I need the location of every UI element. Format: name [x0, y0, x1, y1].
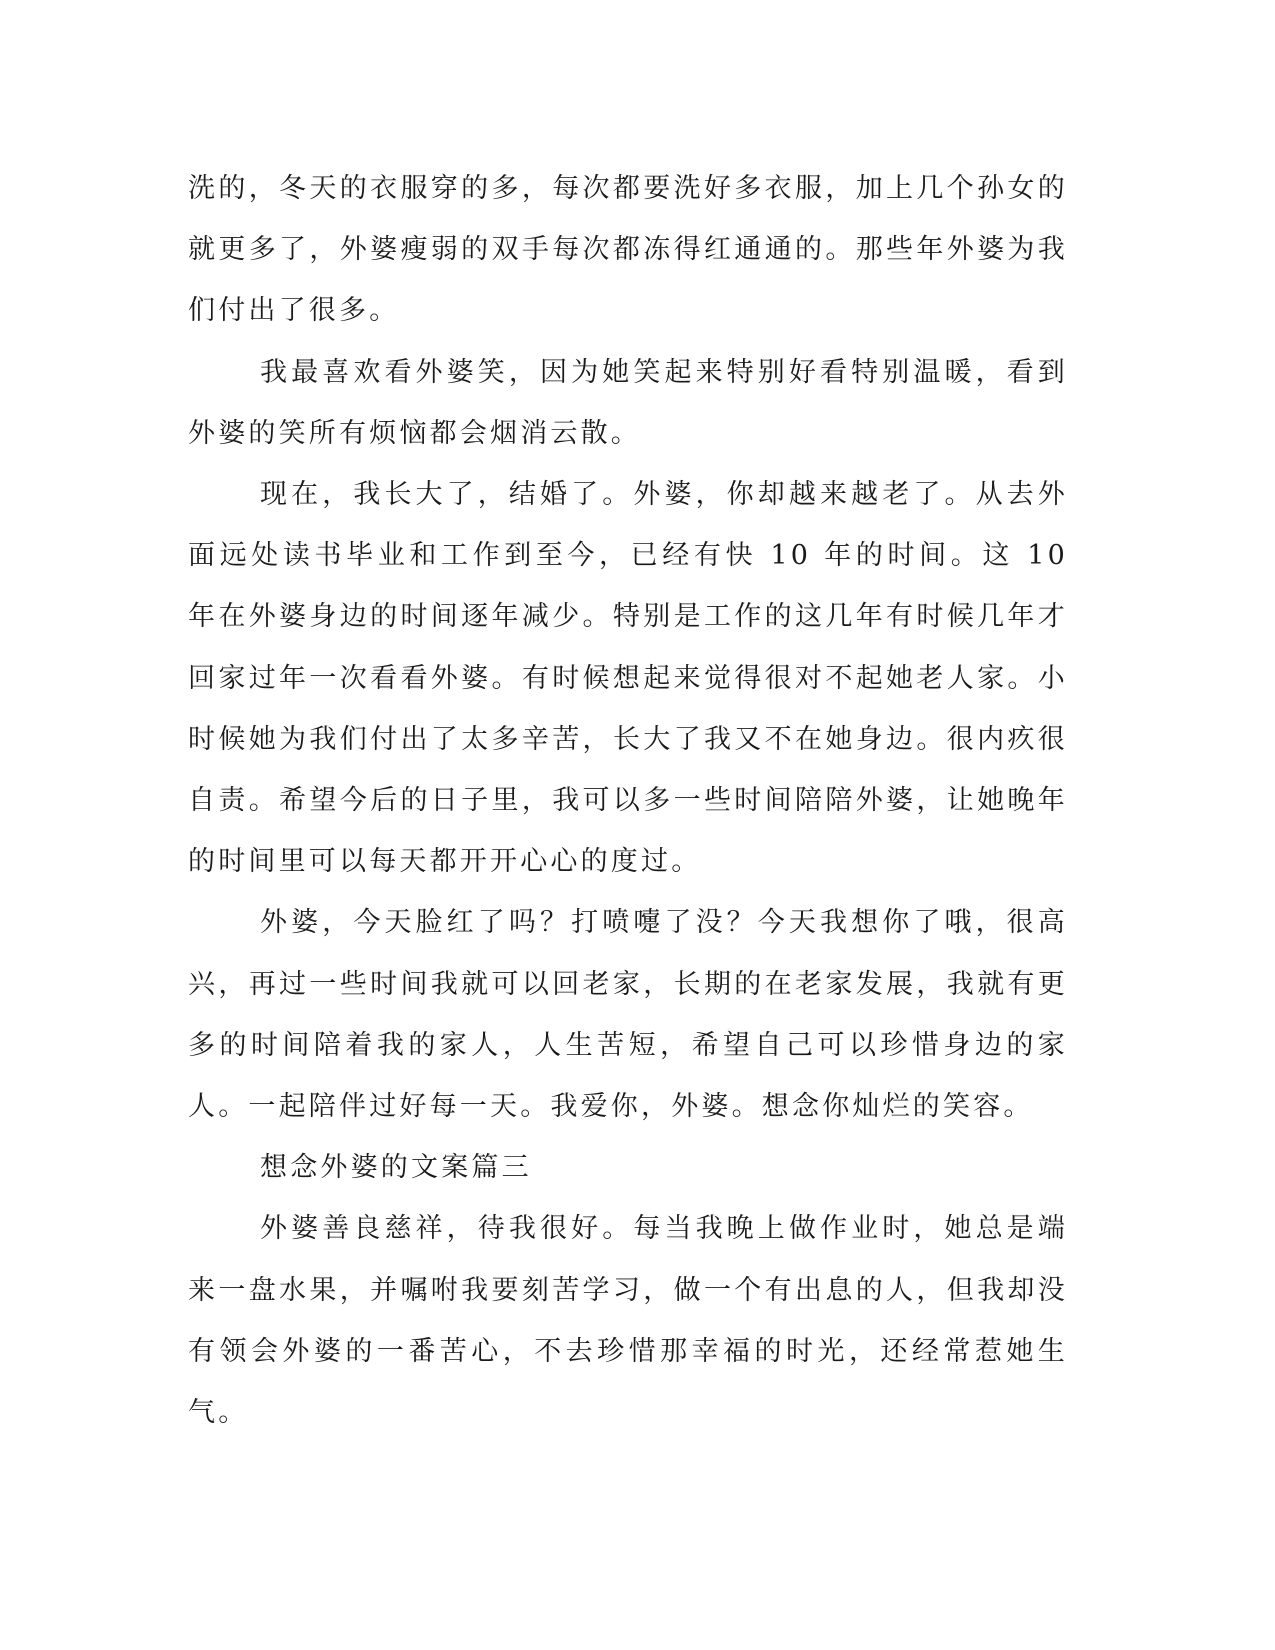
paragraph-smile: 我最喜欢看外婆笑，因为她笑起来特别好看特别温暖，看到外婆的笑所有烦恼都会烟消云散。 [188, 356, 1068, 449]
section-heading: 想念外婆的文案篇三 [260, 1152, 532, 1184]
paragraph-miss-you: 外婆，今天脸红了吗？打喷嚏了没？今天我想你了哦，很高兴，再过一些时间我就可以回老家，长期的在老家发展，我就有更多的时间陪着我的家人，人生苦短，希望自己可以珍惜身边的家人。一起陪伴过好每一天。我爱你，外婆。想念你灿烂的笑容。 [188, 907, 1068, 1123]
paragraph-grown-up: 现在，我长大了，结婚了。外婆，你却越来越老了。从去外面远处读书毕业和工作到至今，已经有快 10 年的时间。这 10 年在外婆身边的时间逐年减少。特别是工作的这几年有时候几年才回家过年一次看看外婆。有时候想起来觉得很对不起她老人家。小时候她为我们付出了太多辛苦，长大了我又不在她身边。很内疚很自责。希望今后的日子里，我可以多一些时间陪陪外婆，让她晚年的时间里可以每天都开开心心的度过。 [188, 479, 1068, 878]
paragraph-continuation: 洗的，冬天的衣服穿的多，每次都要洗好多衣服，加上几个孙女的就更多了，外婆瘦弱的双手每次都冻得红通通的。那些年外婆为我们付出了很多。 [188, 173, 1068, 327]
document-body [188, 158, 1068, 1443]
paragraph-kind-grandma: 外婆善良慈祥，待我很好。每当我晚上做作业时，她总是端来一盘水果，并嘱咐我要刻苦学习，做一个有出息的人，但我却没有领会外婆的一番苦心，不去珍惜那幸福的时光，还经常惹她生气。 [188, 1213, 1068, 1429]
